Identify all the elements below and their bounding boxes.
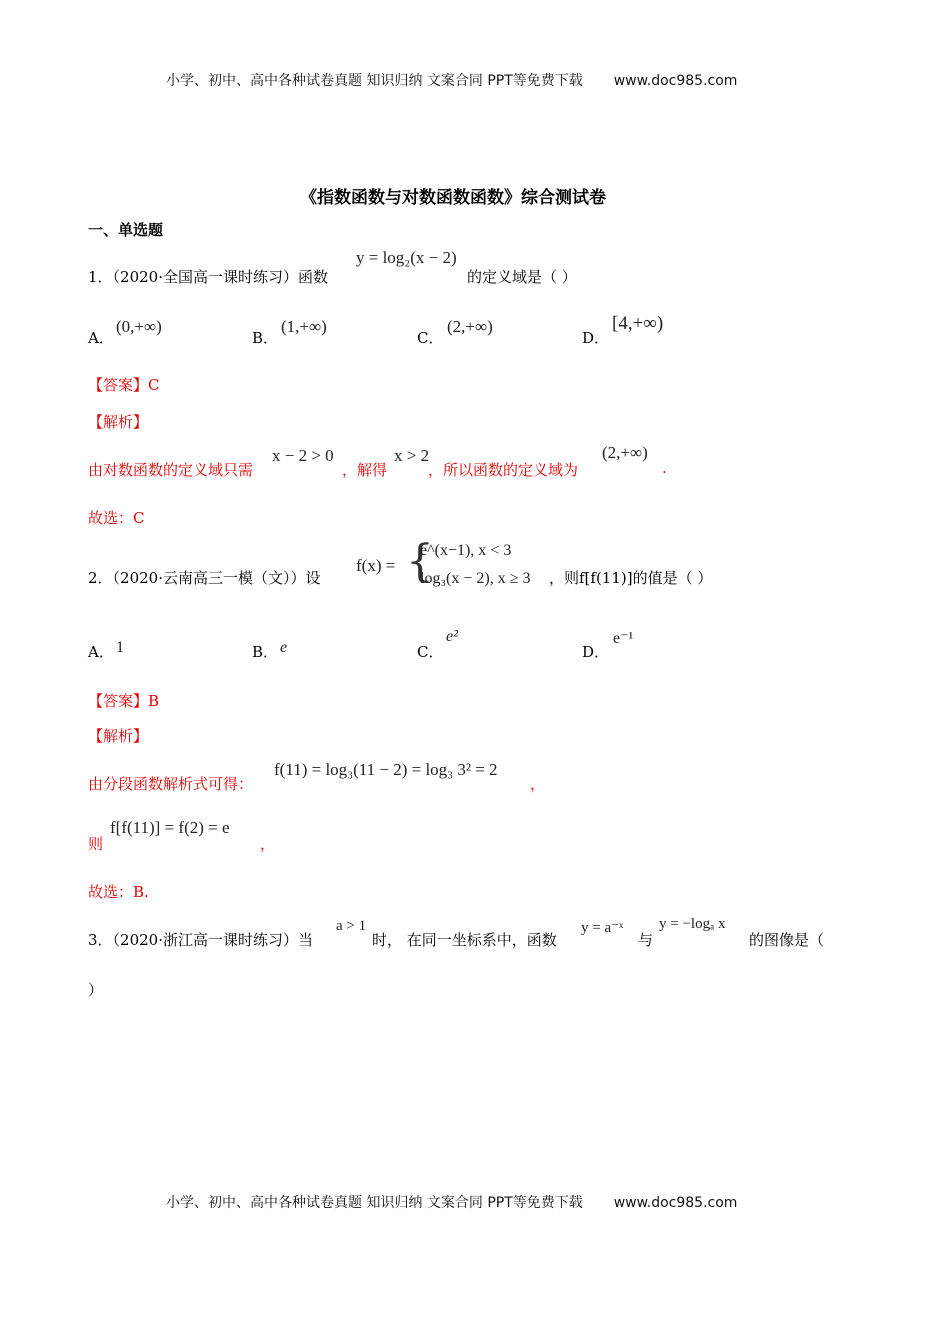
- q2-case-2: log₃(x − 2), x ≥ 3: [420, 570, 531, 587]
- q2-answer: 【答案】B: [88, 692, 160, 710]
- q2-case-1: e^(x−1), x < 3: [420, 542, 512, 559]
- q1-suffix: 的定义域是（ ）: [467, 268, 577, 286]
- q2-option-a-letter: A．: [88, 643, 114, 661]
- q1-option-d-math: [4,+∞): [612, 313, 664, 334]
- q1-choice: 故选：C: [88, 509, 145, 527]
- footer-text: 小学、初中、高中各种试卷真题 知识归纳 文案合同 PPT等免费下载: [166, 1195, 583, 1211]
- q3-math-1: a > 1: [336, 918, 367, 934]
- q3-continuation: ）: [88, 981, 104, 999]
- question-2: [88, 567, 321, 588]
- q3-number: 3．: [88, 931, 113, 949]
- q2-option-c[interactable]: [417, 641, 443, 662]
- q1-analysis-label: 【解析】: [88, 413, 149, 431]
- q1-option-c-math: (2,+∞): [447, 317, 493, 336]
- q1-option-a[interactable]: [88, 327, 114, 348]
- q1-answer: 【答案】C: [88, 376, 160, 394]
- q2-option-b-letter: B．: [252, 643, 279, 661]
- q1-option-c[interactable]: [417, 327, 443, 348]
- q3-text-1: 时， 在同一坐标系中，函数: [372, 931, 557, 949]
- header-text: 小学、初中、高中各种试卷真题 知识归纳 文案合同 PPT等免费下载: [166, 73, 583, 89]
- q2-solution-1-math: f(11) = log₃(11 − 2) = log₃ 3² = 2: [274, 760, 498, 779]
- q3-math-2: y = a⁻ˣ: [581, 920, 624, 936]
- q2-solution-2-text: 则: [88, 835, 104, 853]
- question-1: [88, 266, 328, 287]
- page-footer: [166, 1192, 737, 1212]
- q2-solution-2-math: f[f(11)] = f(2) = e: [110, 818, 230, 837]
- question-3: [88, 929, 313, 950]
- page-header: [166, 70, 737, 90]
- q2-analysis-label: 【解析】: [88, 727, 149, 745]
- q2-solution-1-text: 由分段函数解析式可得：: [88, 775, 254, 793]
- q3-math-3: y = −logₐ x: [659, 916, 726, 932]
- q1-solution-math-2: x > 2: [394, 446, 430, 465]
- q2-option-b-math: e: [280, 639, 288, 656]
- header-url[interactable]: www.doc985.com: [613, 73, 738, 89]
- q3-source: （2020·浙江高一课时练习）当: [112, 931, 313, 949]
- q2-solution-1-comma: ，: [530, 775, 546, 793]
- q1-option-c-letter: C．: [417, 329, 444, 347]
- q1-solution-math-1: x − 2 > 0: [272, 446, 334, 465]
- q1-solution-d: .: [662, 459, 667, 477]
- q1-source: （2020·全国高一课时练习）函数: [112, 268, 328, 286]
- q1-formula: y = log₂(x − 2): [356, 248, 457, 267]
- q1-solution-c: ，所以函数的定义域为: [428, 461, 579, 479]
- q2-option-a[interactable]: [88, 641, 114, 662]
- q2-option-c-letter: C．: [417, 643, 444, 661]
- q1-solution-a: 由对数函数的定义域只需: [88, 461, 254, 479]
- q1-option-d[interactable]: [582, 327, 609, 348]
- q1-solution-math-3: (2,+∞): [602, 443, 648, 462]
- q2-option-d-letter: D．: [582, 643, 610, 661]
- q1-option-a-math: (0,+∞): [116, 317, 162, 336]
- q2-number: 2．: [88, 569, 113, 587]
- q3-text-3: 的图像是（: [749, 931, 825, 949]
- footer-url[interactable]: www.doc985.com: [613, 1195, 738, 1211]
- q2-source: （2020·云南高三一模（文））设: [112, 569, 321, 587]
- document-title: 《指数函数与对数函数函数》综合测试卷: [300, 188, 606, 208]
- q1-solution-b: ，解得: [342, 461, 388, 479]
- q2-option-c-math: e²: [446, 628, 458, 645]
- q1-option-d-letter: D．: [582, 329, 610, 347]
- q2-formula-lhs: f(x) =: [356, 556, 396, 575]
- q2-option-b[interactable]: [252, 641, 278, 662]
- q1-number: 1．: [88, 268, 113, 286]
- q1-option-b-letter: B．: [252, 329, 279, 347]
- section-heading: 一、单选题: [88, 221, 164, 239]
- q2-option-a-math: 1: [116, 639, 124, 656]
- q2-option-d[interactable]: [582, 641, 609, 662]
- q2-choice: 故选：B.: [88, 883, 149, 901]
- q2-solution-2-comma: ，: [260, 835, 276, 853]
- q1-option-b-math: (1,+∞): [281, 317, 327, 336]
- q1-option-b[interactable]: [252, 327, 278, 348]
- q2-brace: {: [406, 536, 434, 587]
- q2-option-d-math: e⁻¹: [613, 630, 634, 647]
- q2-suffix: ，则f[f(11)]的值是（ ）: [549, 569, 713, 587]
- q3-text-2: 与: [638, 931, 654, 949]
- q1-option-a-letter: A．: [88, 329, 114, 347]
